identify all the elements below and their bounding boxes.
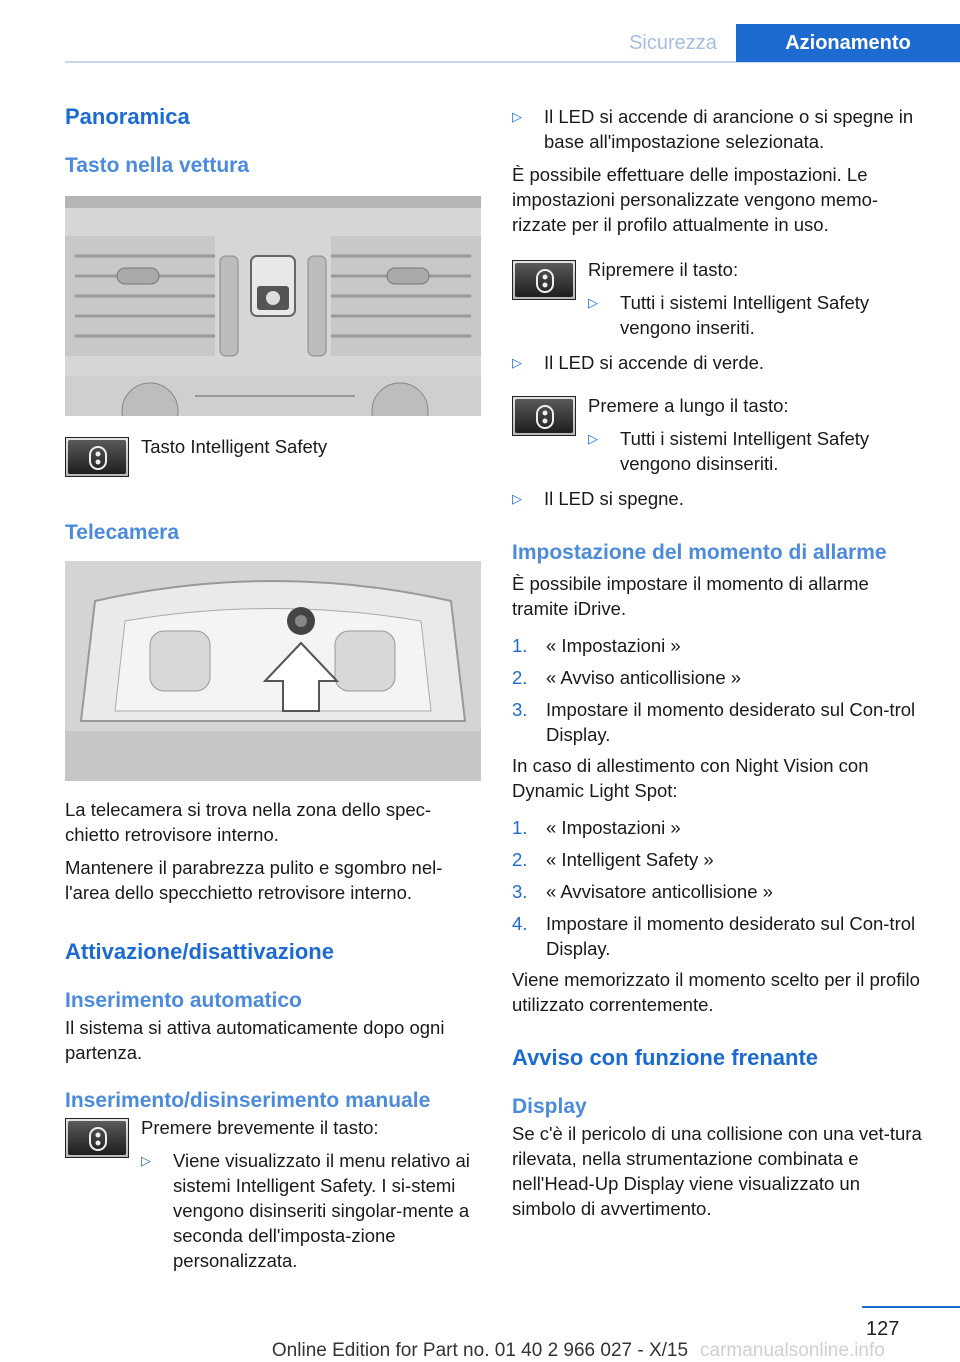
triangle-bullet-icon: ▷ xyxy=(141,1153,151,1168)
intelligent-safety-button-icon xyxy=(512,260,576,300)
right-column xyxy=(512,104,924,1221)
list-item xyxy=(512,815,924,840)
tasto-caption-row xyxy=(65,434,481,477)
list-item-text: « Intelligent Safety » xyxy=(546,849,714,870)
bullet-led-arancione-text: Il LED si accende di arancione o si spegne in base all'impostazione selezionata. xyxy=(544,106,914,152)
list-item-number: 1. xyxy=(512,817,528,838)
list-item-text: « Impostazioni » xyxy=(546,635,681,656)
bullet-inseriti xyxy=(588,290,924,340)
list-item-text: « Avvisatore anticollisione » xyxy=(546,881,773,902)
triangle-bullet-icon: ▷ xyxy=(588,431,598,446)
footer-rule xyxy=(862,1306,960,1308)
list-impostazione xyxy=(512,633,924,747)
premere-lungo-row xyxy=(512,393,924,476)
list-item-text: « Avviso anticollisione » xyxy=(546,667,742,688)
triangle-bullet-icon: ▷ xyxy=(512,491,522,506)
heading-tasto-vettura: Tasto nella vettura xyxy=(65,154,249,177)
ripremere: Ripremere il tasto: xyxy=(588,259,739,280)
tab-sicurezza[interactable]: Sicurezza xyxy=(629,32,717,54)
list-item-text: Impostare il momento desiderato sul Con-trol Display. xyxy=(546,699,916,745)
bullet-disinseriti-text: Tutti i sistemi Intelligent Safety vengono disinseriti. xyxy=(620,428,870,474)
heading-avviso-frenante: Avviso con funzione frenante xyxy=(512,1045,819,1070)
left-column xyxy=(65,100,481,1273)
ripremere-row xyxy=(512,257,924,340)
intelligent-safety-button-icon xyxy=(65,1118,129,1158)
triangle-bullet-icon: ▷ xyxy=(588,295,598,310)
edition-line: Online Edition for Part no. 01 40 2 966 027 - X/15 xyxy=(271,1340,689,1361)
list-item-text: Impostare il momento desiderato sul Con-trol Display. xyxy=(546,913,916,959)
list-item-number: 2. xyxy=(512,667,528,688)
premere-brevemente: Premere brevemente il tasto: xyxy=(141,1117,379,1138)
heading-inserimento-manuale: Inserimento/disinserimento manuale xyxy=(65,1089,431,1112)
p-telecamera-1: La telecamera si trova nella zona dello spec-chietto retrovisore interno. xyxy=(65,799,432,845)
list-item-number: 1. xyxy=(512,635,528,656)
list-item-number: 4. xyxy=(512,913,528,934)
p-display: Se c'è il pericolo di una collisione con una vet-tura rilevata, nella strumentazione combinata e nell'Head-Up Display viene visualizzato un simbolo di avvertimento. xyxy=(512,1123,922,1219)
windshield-camera-photo xyxy=(65,561,481,781)
list-item-number: 2. xyxy=(512,849,528,870)
caption-tasto: Tasto Intelligent Safety xyxy=(141,436,328,457)
list-item xyxy=(512,847,924,872)
tab-azionamento[interactable]: Azionamento xyxy=(736,24,960,62)
heading-panoramica: Panoramica xyxy=(65,104,190,129)
heading-impostazione-allarme: Impostazione del momento di allarme xyxy=(512,541,887,564)
p-impostazione: È possibile impostare il momento di allarme tramite iDrive. xyxy=(512,573,869,619)
heading-display: Display xyxy=(512,1095,587,1118)
bullet-led-spegne xyxy=(512,486,924,511)
bullet-menu-text: Viene visualizzato il menu relativo ai sistemi Intelligent Safety. I si-stemi vengono disinseriti singolar-mente a seconda dell'imposta-zione personalizzata. xyxy=(173,1150,470,1271)
bullet-disinseriti xyxy=(588,426,924,476)
intelligent-safety-button-icon xyxy=(512,396,576,436)
bullet-led-spegne-text: Il LED si spegne. xyxy=(544,488,684,509)
p-memorizzato: Viene memorizzato il momento scelto per il profilo utilizzato correntemente. xyxy=(512,969,920,1015)
list-item xyxy=(512,665,924,690)
bullet-inseriti-text: Tutti i sistemi Intelligent Safety vengono inseriti. xyxy=(620,292,870,338)
list-night-vision xyxy=(512,815,924,961)
list-item-number: 3. xyxy=(512,699,528,720)
list-item-text: « Impostazioni » xyxy=(546,817,681,838)
p-inserimento-automatico: Il sistema si attiva automaticamente dopo ogni partenza. xyxy=(65,1017,445,1063)
p-telecamera-2: Mantenere il parabrezza pulito e sgombro nel-l'area dello specchietto retrovisore interno. xyxy=(65,857,443,903)
list-item xyxy=(512,697,924,747)
triangle-bullet-icon: ▷ xyxy=(512,109,522,124)
list-item xyxy=(512,633,924,658)
p-night-vision: In caso di allestimento con Night Vision con Dynamic Light Spot: xyxy=(512,755,869,801)
premere-lungo: Premere a lungo il tasto: xyxy=(588,395,789,416)
page-number: 127 xyxy=(866,1318,900,1340)
heading-inserimento-automatico: Inserimento automatico xyxy=(65,989,302,1012)
bullet-led-verde-text: Il LED si accende di verde. xyxy=(544,352,765,373)
intelligent-safety-button-icon xyxy=(65,437,129,477)
bullet-led-verde xyxy=(512,350,924,375)
list-item xyxy=(512,879,924,904)
heading-attivazione: Attivazione/disattivazione xyxy=(65,939,334,964)
bullet-led-arancione xyxy=(512,104,924,154)
premere-brevemente-row xyxy=(65,1115,481,1273)
list-item-number: 3. xyxy=(512,881,528,902)
watermark: carmanualsonline.info xyxy=(700,1340,885,1361)
triangle-bullet-icon: ▷ xyxy=(512,355,522,370)
bullet-menu xyxy=(141,1148,481,1273)
list-item xyxy=(512,911,924,961)
heading-telecamera: Telecamera xyxy=(65,521,180,544)
dashboard-button-photo xyxy=(65,196,481,416)
p-impostazioni: È possibile effettuare delle impostazioni. Le impostazioni personalizzate vengono memo-rizzate per il profilo attualmente in uso. xyxy=(512,164,879,235)
